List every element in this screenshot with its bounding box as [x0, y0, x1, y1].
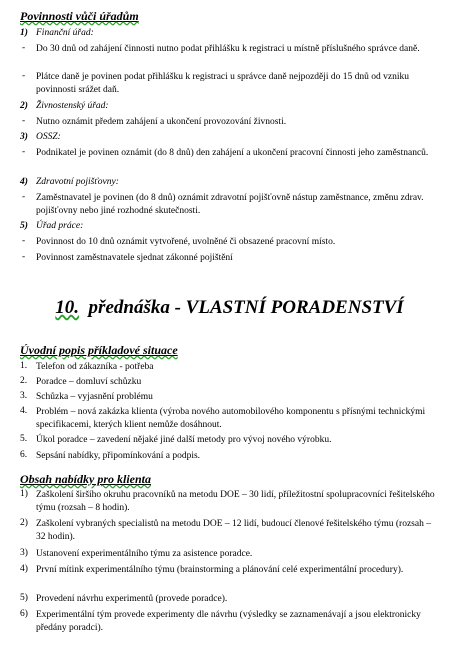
bullet-text: Plátce daně je povinen podat přihlášku k registraci u správce daně nejpozději do 15 dnů od vzniku povinnosti srážet daň.	[36, 72, 410, 95]
lecture-heading	[0, 297, 459, 319]
section-title-obligations: Povinnosti vůči úřadům	[20, 9, 139, 23]
item-number: 4)	[20, 177, 28, 187]
section-title-intro: Úvodní popis příkladové situace	[20, 343, 178, 357]
section-title-offer: Obsah nabídky pro klienta	[20, 472, 152, 486]
bullet-text: Podnikatel je povinen oznámit (do 8 dnů) den zahájení a ukončení pracovní činnosti jeho zaměstnanců.	[36, 148, 429, 158]
bullet-dash: -	[22, 147, 26, 157]
list-number: 4.	[20, 406, 28, 416]
list-item: Sepsání nabídky, připomínkování a podpis.	[36, 451, 201, 461]
item-label: Zdravotní pojišťovny:	[36, 177, 119, 187]
bullet-dash: -	[22, 192, 26, 202]
item-label: OSSZ:	[36, 132, 61, 142]
bullet-text: Do 30 dnů od zahájení činnosti nutno podat přihlášku k registraci u místně příslušného správce daně.	[36, 44, 420, 54]
list-item: Provedení návrhu experimentů (provede poradce).	[36, 594, 228, 604]
item-number: 3)	[20, 132, 28, 142]
list-item: Schůzka – vyjasnění problému	[36, 392, 153, 402]
list-number: 3.	[20, 391, 28, 401]
lecture-title: přednáška - VLASTNÍ PORADENSTVÍ	[88, 297, 404, 318]
bullet-dash: -	[22, 236, 26, 246]
list-number: 2)	[20, 518, 28, 528]
bullet-text: Nutno oznámit předem zahájení a ukončení provozování živnosti.	[36, 117, 287, 127]
list-item: Problém – nová zakázka klienta (výroba nového automobilového komponentu s přísnými technickými specifikacemi, kterých klient nemůže dosáhnout.	[36, 407, 426, 430]
list-item: Telefon od zákazníka - potřeba	[36, 362, 154, 372]
list-item: Úkol poradce – zavedení nějaké jiné další metody pro vývoj nového výrobku.	[36, 435, 332, 445]
bullet-dash: -	[22, 71, 26, 81]
list-item: Zaškolení vybraných specialistů na metodu DOE – 12 lidí, budoucí členové řešitelského týmu (rozsah – 32 hodin).	[36, 519, 431, 542]
lecture-number: 10.	[55, 297, 80, 318]
item-label: Úřad práce:	[36, 221, 84, 231]
bullet-dash: -	[22, 116, 26, 126]
item-label: Finanční úřad:	[36, 28, 94, 38]
list-item: Experimentální tým provede experimenty dle návrhu (výsledky se zaznamenávají a jsou elektronicky předány poradci).	[36, 610, 421, 633]
list-number: 2.	[20, 376, 28, 386]
item-number: 1)	[20, 28, 28, 38]
bullet-dash: -	[22, 43, 26, 53]
list-number: 5.	[20, 434, 28, 444]
list-number: 1)	[20, 489, 28, 499]
list-number: 5)	[20, 593, 28, 603]
list-item: Poradce – domluví schůzku	[36, 377, 142, 387]
item-number: 5)	[20, 221, 28, 231]
list-item: První mítink experimentálního týmu (brainstorming a plánování celé experimentální procedury).	[36, 565, 404, 575]
list-number: 1.	[20, 361, 28, 371]
list-number: 6.	[20, 450, 28, 460]
item-number: 2)	[20, 101, 28, 111]
list-item: Zaškolení širšího okruhu pracovníků na metodu DOE – 30 lidí, příležitostní spolupracovníci řešitelského týmu (rozsah – 8 hodin).	[36, 490, 435, 513]
list-number: 3)	[20, 548, 28, 558]
list-number: 4)	[20, 564, 28, 574]
item-label: Živnostenský úřad:	[36, 101, 109, 111]
bullet-dash: -	[22, 252, 26, 262]
bullet-text: Povinnost zaměstnavatele sjednat zákonné pojištění	[36, 253, 233, 263]
list-number: 6)	[20, 609, 28, 619]
bullet-text: Zaměstnavatel je povinen (do 8 dnů) oznámit zdravotní pojišťovně nástup zaměstnance, změnu zdrav. pojišťovny nebo jiné rozhodné skutečnosti.	[36, 193, 424, 216]
list-item: Ustanovení experimentálního týmu za asistence poradce.	[36, 549, 253, 559]
bullet-text: Povinnost do 10 dnů oznámit vytvořené, uvolněné či obsazené pracovní místo.	[36, 237, 336, 247]
